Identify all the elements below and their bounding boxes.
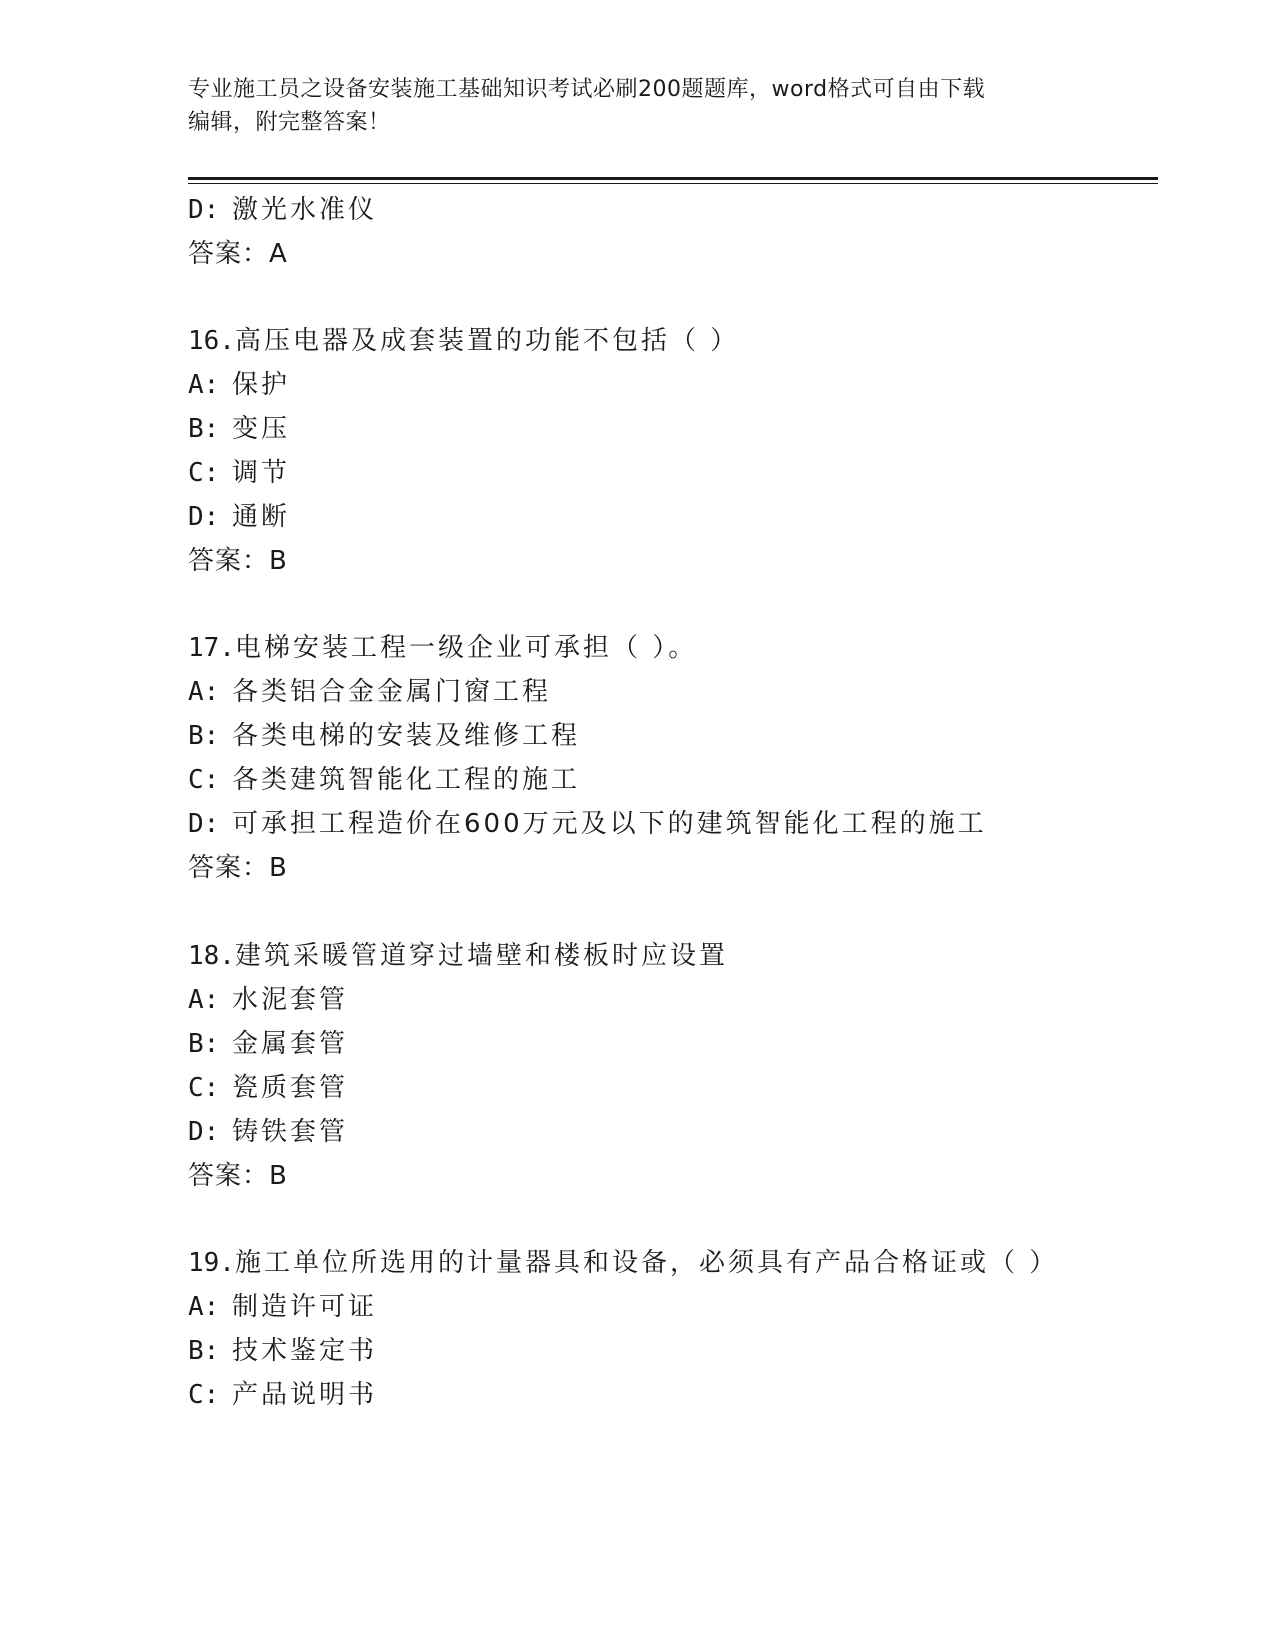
option-label: D: (188, 195, 220, 225)
option-a (188, 1289, 377, 1325)
question-number: 18. (188, 941, 235, 971)
option-c (188, 762, 580, 798)
header-line-2: 编辑，附完整答案！ (188, 110, 391, 135)
answer-line: 答案：B (188, 546, 288, 576)
question-stem (188, 1245, 1058, 1281)
option-label: B: (188, 1029, 220, 1059)
question-stem (188, 323, 739, 359)
option-b (188, 718, 580, 754)
option-a (188, 367, 290, 403)
header-divider-thin (188, 183, 1158, 184)
option-c (188, 1377, 377, 1413)
answer-line: 答案：B (188, 1161, 288, 1191)
question-text: 电梯安装工程一级企业可承担（ ）。 (234, 633, 698, 663)
option-label: B: (188, 414, 220, 444)
option-text: 变压 (232, 414, 291, 444)
question-text: 建筑采暖管道穿过墙壁和楼板时应设置 (234, 941, 728, 971)
header-divider-thick (188, 177, 1158, 180)
option-text: 通断 (232, 502, 291, 532)
option-label: D: (188, 1117, 220, 1147)
question-text: 施工单位所选用的计量器具和设备，必须具有产品合格证或（ ） (234, 1248, 1059, 1278)
question-stem (188, 938, 728, 974)
option-text: 各类电梯的安装及维修工程 (232, 721, 581, 751)
option-label: C: (188, 765, 220, 795)
option-label: A: (188, 370, 220, 400)
option-label: D: (188, 502, 220, 532)
option-a (188, 982, 348, 1018)
option-label: C: (188, 1380, 220, 1410)
option-text: 产品说明书 (232, 1380, 378, 1410)
option-label: A: (188, 1292, 220, 1322)
option-b (188, 1333, 377, 1369)
answer-line: 答案：A (188, 239, 288, 269)
question-text: 高压电器及成套装置的功能不包括（ ） (234, 326, 740, 356)
option-text: 瓷质套管 (232, 1073, 349, 1103)
option-d (188, 806, 987, 842)
option-label: C: (188, 458, 220, 488)
option-text: 调节 (232, 458, 291, 488)
option-label: B: (188, 721, 220, 751)
option-text: 保护 (232, 370, 291, 400)
header-line-1: 专业施工员之设备安装施工基础知识考试必刷200题题库，word格式可自由下载 (188, 77, 986, 102)
option-b (188, 1026, 348, 1062)
document-header (188, 73, 1088, 139)
option-c (188, 1070, 348, 1106)
option-label: C: (188, 1073, 220, 1103)
question-stem (188, 630, 697, 666)
option-d (188, 192, 377, 228)
question-number: 19. (188, 1248, 235, 1278)
option-text: 各类铝合金金属门窗工程 (232, 677, 552, 707)
option-text: 水泥套管 (232, 985, 349, 1015)
option-d (188, 499, 290, 535)
option-c (188, 455, 290, 491)
option-text: 激光水准仪 (232, 195, 378, 225)
option-text: 各类建筑智能化工程的施工 (232, 765, 581, 795)
question-number: 16. (188, 326, 235, 356)
option-text: 技术鉴定书 (232, 1336, 378, 1366)
option-text: 可承担工程造价在600万元及以下的建筑智能化工程的施工 (232, 809, 987, 839)
option-label: B: (188, 1336, 220, 1366)
answer-line: 答案：B (188, 853, 288, 883)
option-text: 铸铁套管 (232, 1117, 349, 1147)
option-label: A: (188, 985, 220, 1015)
option-label: D: (188, 809, 220, 839)
option-text: 金属套管 (232, 1029, 349, 1059)
option-label: A: (188, 677, 220, 707)
question-number: 17. (188, 633, 235, 663)
option-d (188, 1114, 348, 1150)
option-b (188, 411, 290, 447)
option-a (188, 674, 551, 710)
option-text: 制造许可证 (232, 1292, 378, 1322)
